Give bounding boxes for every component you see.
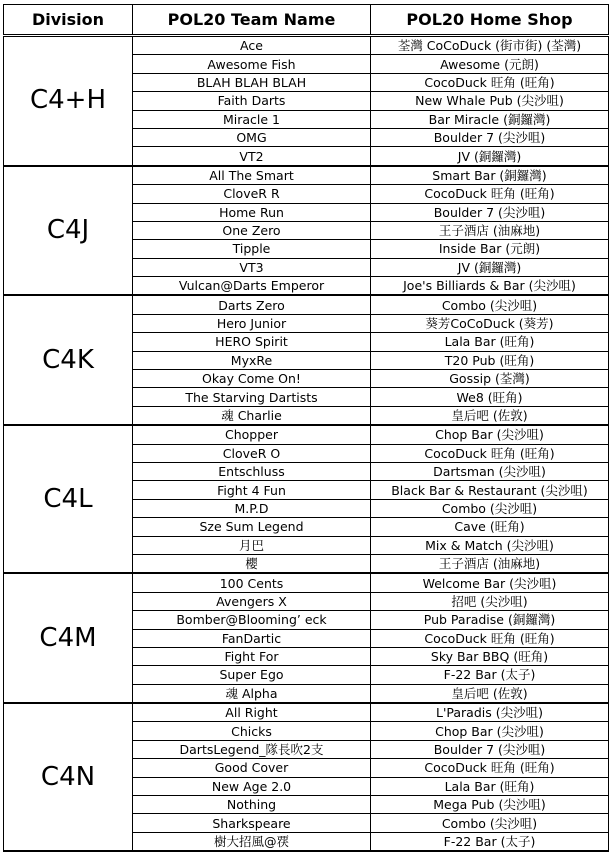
home-shop-cell: Smart Bar (銅鑼灣) [371,166,609,185]
home-shop-cell: CocoDuck 旺角 (旺角) [371,73,609,91]
table-row [4,36,609,55]
home-shop-cell: 皇后吧 (佐敦) [371,406,609,425]
team-name-cell: Fight 4 Fun [133,481,371,499]
table-row [4,703,609,722]
home-shop-cell: CocoDuck 旺角 (旺角) [371,444,609,462]
table-header [4,5,609,36]
home-shop-cell: Combo (尖沙咀) [371,499,609,517]
team-name-cell: CloveR O [133,444,371,462]
team-name-cell: 魂 Charlie [133,406,371,425]
team-name-cell: HERO Spirit [133,333,371,351]
home-shop-cell: Lala Bar (旺角) [371,777,609,795]
home-shop-cell: CocoDuck 旺角 (旺角) [371,185,609,203]
team-name-cell: New Age 2.0 [133,777,371,795]
home-shop-cell: Awesome (元朗) [371,55,609,73]
table-row [4,425,609,444]
team-name-cell: Faith Darts [133,92,371,110]
team-name-cell: Hero Junior [133,314,371,332]
home-shop-cell: F-22 Bar (太子) [371,666,609,684]
team-name-cell: Darts Zero [133,295,371,314]
team-name-cell: Entschluss [133,462,371,480]
division-cell: C4+H [4,36,133,166]
team-name-cell: OMG [133,128,371,146]
division-table [3,4,609,852]
team-name-header: POL20 Team Name [133,5,371,36]
home-shop-cell: Boulder 7 (尖沙咀) [371,203,609,221]
division-cell: C4J [4,166,133,296]
team-name-cell: BLAH BLAH BLAH [133,73,371,91]
team-name-cell: CloveR R [133,185,371,203]
team-name-cell: 櫻 [133,554,371,573]
home-shop-cell: T20 Pub (旺角) [371,351,609,369]
home-shop-cell: F-22 Bar (太子) [371,832,609,851]
home-shop-cell: Inside Bar (元朗) [371,240,609,258]
team-name-cell: All The Smart [133,166,371,185]
team-name-cell: 月巴 [133,536,371,554]
home-shop-cell: CocoDuck 旺角 (旺角) [371,629,609,647]
home-shop-cell: Joe's Billiards & Bar (尖沙咀) [371,277,609,296]
division-cell: C4N [4,703,133,851]
team-name-cell: MyxRe [133,351,371,369]
team-name-cell: All Right [133,703,371,722]
team-name-cell: Super Ego [133,666,371,684]
home-shop-cell: Chop Bar (尖沙咀) [371,425,609,444]
team-name-cell: The Starving Dartists [133,388,371,406]
home-shop-cell: Cave (旺角) [371,518,609,536]
home-shop-cell: Boulder 7 (尖沙咀) [371,740,609,758]
home-shop-header: POL20 Home Shop [371,5,609,36]
team-name-cell: Chicks [133,722,371,740]
home-shop-cell: 荃灣 CoCoDuck (街市街) (荃灣) [371,36,609,55]
team-name-cell: Ace [133,36,371,55]
home-shop-cell: Combo (尖沙咀) [371,295,609,314]
team-name-cell: Miracle 1 [133,110,371,128]
table-body [4,36,609,852]
team-name-cell: 樹大招風@覄 [133,832,371,851]
home-shop-cell: 王子酒店 (油麻地) [371,221,609,239]
home-shop-cell: Lala Bar (旺角) [371,333,609,351]
team-name-cell: Fight For [133,647,371,665]
division-cell: C4M [4,573,133,703]
team-name-cell: One Zero [133,221,371,239]
table-row [4,166,609,185]
home-shop-cell: Dartsman (尖沙咀) [371,462,609,480]
home-shop-cell: Black Bar & Restaurant (尖沙咀) [371,481,609,499]
home-shop-cell: New Whale Pub (尖沙咀) [371,92,609,110]
team-name-cell: Vulcan@Darts Emperor [133,277,371,296]
team-name-cell: Good Cover [133,759,371,777]
team-name-cell: Chopper [133,425,371,444]
home-shop-cell: Boulder 7 (尖沙咀) [371,128,609,146]
home-shop-cell: 皇后吧 (佐敦) [371,684,609,703]
home-shop-cell: We8 (旺角) [371,388,609,406]
home-shop-cell: Welcome Bar (尖沙咀) [371,573,609,592]
home-shop-cell: L'Paradis (尖沙咀) [371,703,609,722]
home-shop-cell: Combo (尖沙咀) [371,814,609,832]
team-name-cell: DartsLegend_隊長吹2支 [133,740,371,758]
team-name-cell: Sze Sum Legend [133,518,371,536]
team-name-cell: Nothing [133,796,371,814]
table-row [4,295,609,314]
team-name-cell: Tipple [133,240,371,258]
home-shop-cell: Pub Paradise (銅鑼灣) [371,611,609,629]
team-name-cell: Okay Come On! [133,370,371,388]
home-shop-cell: 招吧 (尖沙咀) [371,592,609,610]
team-name-cell: Awesome Fish [133,55,371,73]
home-shop-cell: 王子酒店 (油麻地) [371,554,609,573]
home-shop-cell: Bar Miracle (銅鑼灣) [371,110,609,128]
home-shop-cell: Mega Pub (尖沙咀) [371,796,609,814]
home-shop-cell: 葵芳CoCoDuck (葵芳) [371,314,609,332]
team-name-cell: VT2 [133,147,371,166]
team-name-cell: FanDartic [133,629,371,647]
team-name-cell: Sharkspeare [133,814,371,832]
home-shop-cell: CocoDuck 旺角 (旺角) [371,759,609,777]
home-shop-cell: Mix & Match (尖沙咀) [371,536,609,554]
header-row [4,5,609,36]
team-name-cell: Avengers X [133,592,371,610]
home-shop-cell: JV (銅鑼灣) [371,258,609,276]
division-cell: C4L [4,425,133,573]
table-row [4,573,609,592]
home-shop-cell: Chop Bar (尖沙咀) [371,722,609,740]
team-name-cell: 魂 Alpha [133,684,371,703]
team-name-cell: Home Run [133,203,371,221]
home-shop-cell: JV (銅鑼灣) [371,147,609,166]
home-shop-cell: Gossip (荃灣) [371,370,609,388]
team-name-cell: 100 Cents [133,573,371,592]
team-name-cell: Bomber@Blooming’ eck [133,611,371,629]
team-name-cell: VT3 [133,258,371,276]
division-cell: C4K [4,295,133,425]
division-header: Division [4,5,133,36]
team-name-cell: M.P.D [133,499,371,517]
home-shop-cell: Sky Bar BBQ (旺角) [371,647,609,665]
